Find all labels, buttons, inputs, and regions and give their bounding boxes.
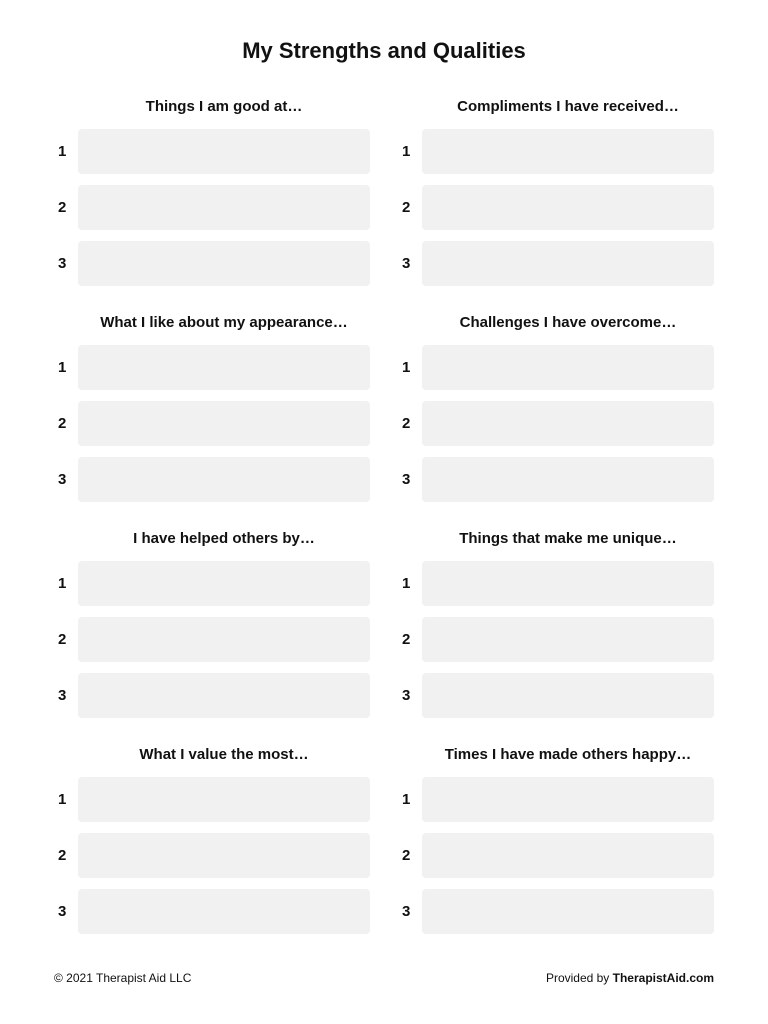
- section-heading: What I value the most…: [139, 746, 309, 763]
- row-number: 3: [58, 687, 67, 704]
- answer-field[interactable]: [422, 457, 714, 502]
- answer-row: [398, 833, 714, 878]
- answer-field[interactable]: [78, 401, 370, 446]
- answer-list: [398, 129, 714, 286]
- provided-by: [546, 968, 714, 988]
- answer-list: [54, 561, 370, 718]
- answer-field[interactable]: [78, 129, 370, 174]
- row-number: 1: [402, 359, 411, 376]
- row-number: 1: [58, 359, 67, 376]
- answer-field[interactable]: [78, 561, 370, 606]
- answer-list: [54, 345, 370, 502]
- answer-row: [54, 673, 370, 718]
- answer-row: [398, 617, 714, 662]
- answer-row: [54, 617, 370, 662]
- row-number: 2: [58, 631, 67, 648]
- row-number: 1: [58, 143, 67, 160]
- row-number: 2: [402, 199, 411, 216]
- answer-row: [54, 889, 370, 934]
- footer: [54, 968, 714, 988]
- row-number: 2: [402, 847, 411, 864]
- answer-field[interactable]: [422, 241, 714, 286]
- row-number: 1: [402, 791, 411, 808]
- answer-field[interactable]: [78, 833, 370, 878]
- answer-row: [398, 185, 714, 230]
- answer-row: [398, 777, 714, 822]
- row-number: 2: [402, 415, 411, 432]
- answer-row: [54, 241, 370, 286]
- row-number: 2: [58, 199, 67, 216]
- answer-field[interactable]: [422, 401, 714, 446]
- answer-field[interactable]: [78, 345, 370, 390]
- answer-row: [398, 401, 714, 446]
- answer-field[interactable]: [422, 617, 714, 662]
- answer-list: [398, 777, 714, 934]
- section-heading: I have helped others by…: [133, 530, 315, 547]
- answer-field[interactable]: [78, 673, 370, 718]
- row-number: 2: [402, 631, 411, 648]
- brand-name: TherapistAid.com: [612, 971, 714, 985]
- answer-row: [54, 345, 370, 390]
- row-number: 3: [402, 687, 411, 704]
- answer-row: [398, 457, 714, 502]
- answer-row: [398, 889, 714, 934]
- answer-row: [54, 185, 370, 230]
- row-number: 1: [58, 575, 67, 592]
- answer-field[interactable]: [78, 241, 370, 286]
- row-number: 2: [58, 847, 67, 864]
- section-compliments: [398, 94, 714, 286]
- answer-row: [54, 401, 370, 446]
- section-heading: Compliments I have received…: [457, 98, 679, 115]
- section-heading: Challenges I have overcome…: [459, 314, 677, 331]
- answer-row: [398, 345, 714, 390]
- answer-row: [398, 241, 714, 286]
- answer-field[interactable]: [78, 617, 370, 662]
- answer-field[interactable]: [422, 345, 714, 390]
- answer-field[interactable]: [422, 777, 714, 822]
- provided-by-label: Provided by: [545, 971, 613, 985]
- page-title: My Strengths and Qualities: [242, 38, 526, 63]
- answer-field[interactable]: [422, 673, 714, 718]
- section-heading: Times I have made others happy…: [444, 746, 692, 763]
- row-number: 1: [58, 791, 67, 808]
- section-appearance: [54, 310, 370, 502]
- answer-row: [54, 561, 370, 606]
- section-heading: What I like about my appearance…: [100, 314, 348, 331]
- row-number: 3: [402, 471, 411, 488]
- answer-field[interactable]: [78, 457, 370, 502]
- answer-row: [54, 777, 370, 822]
- section-unique: [398, 526, 714, 718]
- row-number: 3: [58, 255, 67, 272]
- answer-field[interactable]: [78, 777, 370, 822]
- section-value-most: [54, 742, 370, 934]
- answer-field[interactable]: [78, 889, 370, 934]
- answer-field[interactable]: [422, 889, 714, 934]
- answer-list: [398, 345, 714, 502]
- section-heading: Things I am good at…: [145, 98, 303, 115]
- answer-list: [54, 777, 370, 934]
- answer-field[interactable]: [422, 561, 714, 606]
- row-number: 3: [58, 471, 67, 488]
- section-helped-others: [54, 526, 370, 718]
- row-number: 2: [58, 415, 67, 432]
- answer-list: [54, 129, 370, 286]
- answer-row: [54, 129, 370, 174]
- answer-row: [54, 457, 370, 502]
- answer-field[interactable]: [78, 185, 370, 230]
- copyright-notice: © 2021 Therapist Aid LLC: [54, 971, 192, 985]
- answer-list: [398, 561, 714, 718]
- section-made-others-happy: [398, 742, 714, 934]
- row-number: 3: [402, 255, 411, 272]
- answer-row: [398, 129, 714, 174]
- row-number: 1: [402, 143, 411, 160]
- worksheet-grid: [54, 94, 714, 934]
- answer-row: [54, 833, 370, 878]
- row-number: 1: [402, 575, 411, 592]
- answer-field[interactable]: [422, 833, 714, 878]
- answer-field[interactable]: [422, 129, 714, 174]
- row-number: 3: [402, 903, 411, 920]
- section-good-at: [54, 94, 370, 286]
- answer-row: [398, 673, 714, 718]
- section-heading: Things that make me unique…: [459, 530, 677, 547]
- answer-field[interactable]: [422, 185, 714, 230]
- row-number: 3: [58, 903, 67, 920]
- section-challenges: [398, 310, 714, 502]
- answer-row: [398, 561, 714, 606]
